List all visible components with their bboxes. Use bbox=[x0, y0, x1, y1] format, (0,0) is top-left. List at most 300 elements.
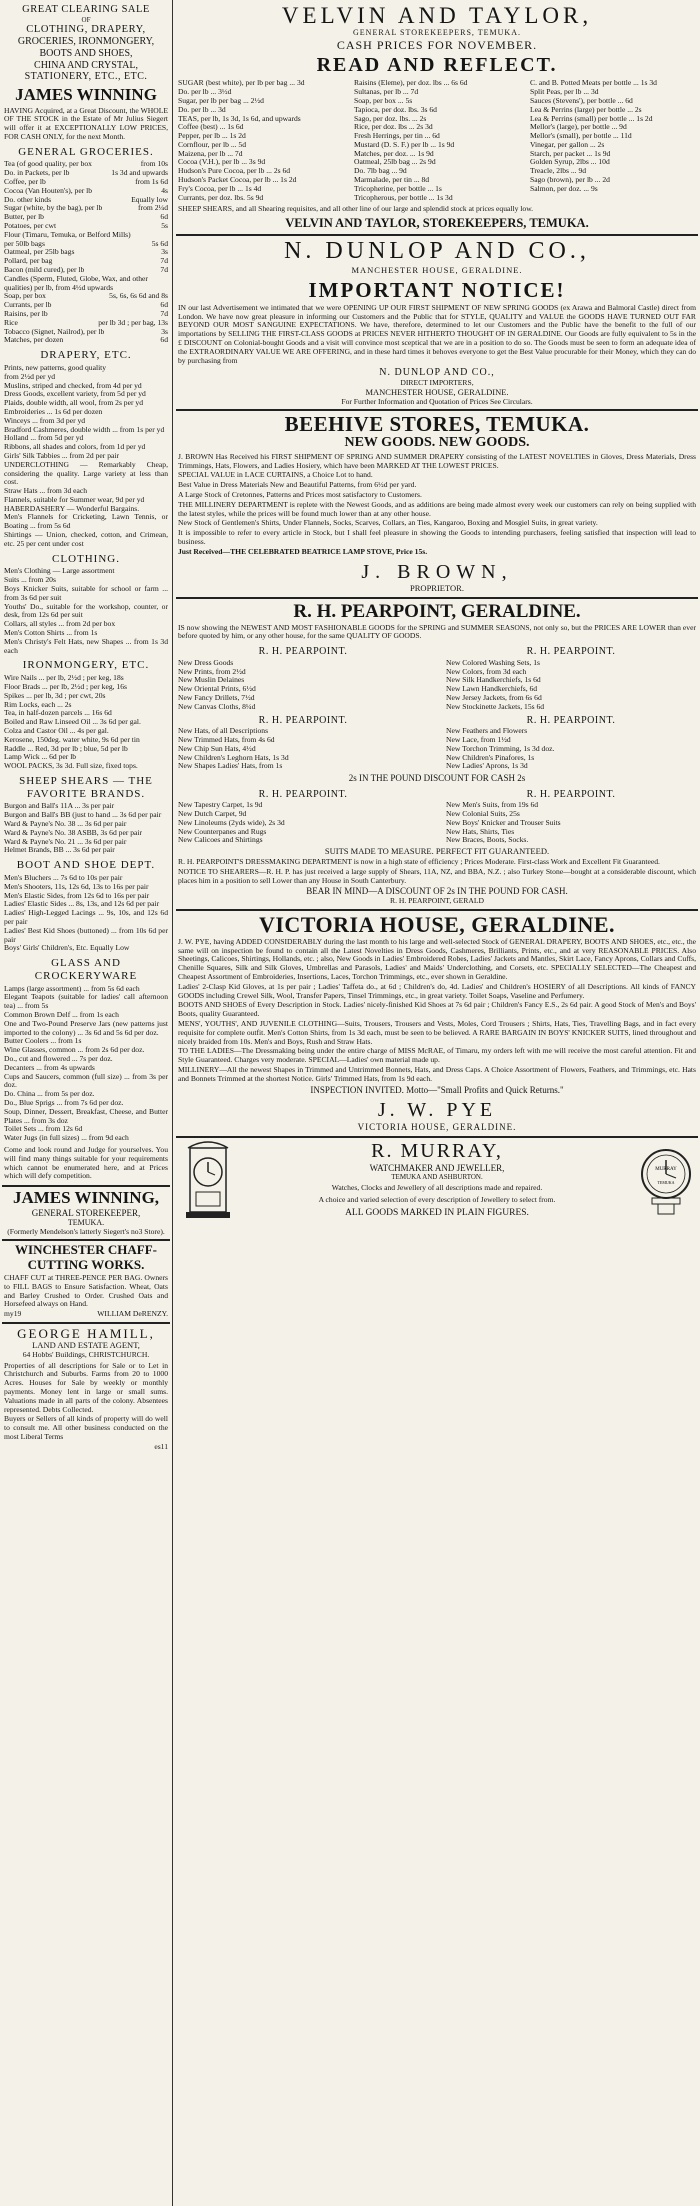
glass-line: Cups and Saucers, common (full size) ... from 3s per doz. bbox=[4, 1071, 168, 1090]
velvin-price-line: Sago, per doz. lbs. ... 2s bbox=[354, 113, 427, 123]
pearpoint-grid-1 bbox=[178, 643, 696, 711]
boots-line: Ladies' Best Kid Shoes (buttoned) ... from 10s 6d per pair bbox=[4, 925, 168, 944]
grocery-desc: per 50lb bags bbox=[4, 239, 45, 248]
velvin-price-line: Do. per lb ... 3½d bbox=[178, 87, 232, 97]
velvin-price-line: Lea & Perrins (small) per bottle ... 1s 2d bbox=[530, 113, 653, 123]
velvin-price-line: Tapioca, per doz. lbs. 3s 6d bbox=[354, 104, 437, 114]
pearpoint-item: New Boys' Knicker and Trouser Suits bbox=[446, 817, 561, 827]
read-reflect-banner: READ AND REFLECT. bbox=[316, 54, 558, 77]
beehive-body: J. BROWN Has Received his FIRST SHIPMENT OF SPRING AND SUMMER DRAPERY consisting of the LATEST NOVELTIES in Gloves, Dress Materials, Dress Trimmings, Hats, Flowers, and Ladies Hosiery, which have been MARKED AT THE LOWEST PRICES. bbox=[178, 451, 696, 470]
beehive-ad bbox=[176, 411, 698, 598]
grocery-desc: Bacon (mild cured), per lb bbox=[4, 266, 85, 275]
ironmongery-line: Spikes ... per lb, 3d ; per cwt, 20s bbox=[4, 690, 106, 700]
drapery-line: Dress Goods, excellent variety, from 5d per yd bbox=[4, 389, 146, 399]
pearpoint-item: New Colors, from 3d each bbox=[446, 666, 527, 676]
pearpoint-head: R. H. PEARPOINT. bbox=[526, 788, 616, 800]
murray-l1: Watches, Clocks and Jewellery of all descriptions made and repaired. bbox=[331, 1183, 543, 1193]
grocery-item bbox=[4, 336, 168, 345]
pearpoint-item: New Hats, Shirts, Ties bbox=[446, 826, 515, 836]
velvin-price-line: Mustard (D. S. F.) per lb ... 1s 9d bbox=[354, 139, 455, 149]
drapery-list bbox=[4, 364, 168, 549]
velvin-price-line: Mellor's (large), per bottle ... 9d bbox=[530, 122, 627, 132]
shears-line: Burgon and Ball's 11A ... 3s per pair bbox=[4, 801, 115, 811]
brown-role: PROPRIETOR. bbox=[410, 582, 464, 593]
victoria-l6: MILLINERY—All the newest Shapes in Trimmed and Untrimmed Bonnets, Hats, and Dress Caps. A Choice Assortment of Flowers, Feathers, and Trimmings, etc. Hats and Bonnets Trimmed at the shortest Notice. Girls' Trimmed Hats, from 1s 9d each. bbox=[178, 1064, 696, 1083]
velvin-col-1 bbox=[178, 79, 344, 202]
hamill-ref: es11 bbox=[154, 1441, 168, 1451]
pearpoint-item: New Stockinette Jackets, 15s 6d bbox=[446, 701, 545, 711]
pearpoint-list bbox=[446, 801, 696, 845]
ironmongery-line: Kerosene, 150deg. water white, 9s 6d per tin bbox=[4, 734, 140, 744]
beehive-l5: New Stock of Gentlemen's Shirts, Under Flannels, Socks, Scarves, Collars, an Ties, Kangaroo, Boxing and Mosgiel Suits, in great variety. bbox=[178, 518, 598, 528]
drapery-line: Holland ... from 5d per yd bbox=[4, 433, 84, 443]
drapery-line: Embroideries ... 1s 6d per dozen bbox=[4, 406, 103, 416]
glass-line: Butter Coolers ... from 1s bbox=[4, 1036, 82, 1046]
velvin-price-line: Raisins (Eleme), per doz. lbs ... 6s 6d bbox=[354, 78, 468, 88]
velvin-price-line: Rice, per doz. lbs ... 2s 3d bbox=[354, 122, 433, 132]
grocery-desc: Potatoes, per cwt bbox=[4, 222, 57, 231]
clearing-sale-of: OF bbox=[81, 16, 91, 25]
grocery-desc: Do. other kinds bbox=[4, 195, 52, 204]
left-column bbox=[2, 2, 170, 2202]
glass-line: Common Brown Delf ... from 1s each bbox=[4, 1010, 119, 1019]
dunlop-ad bbox=[176, 236, 698, 411]
pearpoint-item: New Fancy Drillets, 7½d bbox=[178, 693, 255, 703]
pearpoint-item: New Dutch Carpet, 9d bbox=[178, 809, 247, 819]
glass-line: One and Two-Pound Preserve Jars (new patterns just imported to the colony) ... 3s 6d and 5s 6d per doz. bbox=[4, 1018, 168, 1037]
pearpoint-title: R. H. PEARPOINT, GERALDINE. bbox=[293, 600, 581, 622]
grocery-desc: Rice bbox=[4, 318, 18, 327]
clearing-sale-line: CHINA AND CRYSTAL, bbox=[34, 59, 138, 71]
beehive-l2: Best Value in Dress Materials New and Beautiful Patterns, from 6½d per yard. bbox=[178, 480, 417, 490]
victoria-l4: MENS', YOUTHS', AND JUVENILE CLOTHING—Suits, Trousers, Trousers and Vests, Moles, Cord Trousers ; Shirts, Hats, Ties, Travelling Bags, and in fact every requisite for complete outfit. Men's Cotton Shirts, from 1s 3d each, must be seen to be believed. A RARE BARGAIN IN BOYS' KNICKER SUITS, lined throughout and nicely braided from 10s. Men's and Boys, Rush and Straw Hats. bbox=[178, 1018, 696, 1046]
winning-storekeeper-ad bbox=[2, 1187, 170, 1241]
pearpoint-list bbox=[178, 801, 428, 845]
velvin-price-line: Starch, per packet ... 1s 9d bbox=[530, 148, 611, 158]
pearpoint-bear: BEAR IN MIND—A DISCOUNT OF 2s IN THE POUND FOR CASH. bbox=[306, 886, 568, 897]
pearpoint-item: New Silk Handkerchiefs, 1s 6d bbox=[446, 675, 541, 685]
glass-line: Water Jugs (in full sizes) ... from 9d each bbox=[4, 1133, 129, 1143]
murray-l2: A choice and varied selection of every description of Jewellery to select from. bbox=[318, 1195, 556, 1205]
velvin-price-line: Golden Syrup, 2lbs ... 10d bbox=[530, 157, 610, 167]
pearpoint-item: New Oriental Prints, 6½d bbox=[178, 684, 256, 694]
grocery-price: 7d bbox=[160, 309, 168, 318]
column-rule bbox=[172, 0, 173, 2206]
ironmongery-line: Lamp Wick ... 6d per lb bbox=[4, 752, 77, 762]
pearpoint-item: New Muslin Delaines bbox=[178, 675, 245, 685]
grocery-desc: Matches, per dozen bbox=[4, 336, 64, 345]
velvin-price-line: Hudson's Packet Cocoa, per lb ... 1s 2d bbox=[178, 175, 297, 185]
hamill-title: LAND AND ESTATE AGENT, bbox=[32, 1339, 140, 1350]
chaff-ref: my19 bbox=[4, 1310, 22, 1319]
drapery-line: Winceys ... from 3d per yd bbox=[4, 415, 86, 425]
grocery-price: 6d bbox=[160, 335, 168, 345]
clearing-sale-line: STATIONERY, ETC., ETC. bbox=[24, 71, 148, 83]
velvin-price-line: Maizena, per lb ... 7d bbox=[178, 148, 243, 158]
glass-line: Wine Glasses, common ... from 2s 6d per doz. bbox=[4, 1045, 145, 1055]
pearpoint-discount: 2s IN THE POUND DISCOUNT FOR CASH 2s bbox=[348, 773, 526, 784]
clearing-sale-line: CLOTHING, DRAPERY, bbox=[26, 24, 146, 36]
velvin-col-3 bbox=[530, 79, 696, 202]
grocery-desc: Tobacco (Signet, Nailrod), per lb bbox=[4, 327, 105, 336]
velvin-taylor-ad bbox=[176, 2, 698, 236]
drapery-line: UNDERCLOTHING — Remarkably Cheap, considering the quality. Large variety at less than cost. bbox=[4, 459, 168, 487]
velvin-price-grid bbox=[178, 79, 696, 202]
pearpoint-item: New Lace, from 1½d bbox=[446, 735, 511, 745]
boots-line: Men's Elastic Sides, from 12s 6d to 16s per pair bbox=[4, 890, 150, 900]
glass-line: Do., cut and flowered ... 7s per doz. bbox=[4, 1053, 113, 1063]
grocery-item bbox=[4, 222, 168, 231]
chaff-title: WINCHESTER CHAFF-CUTTING WORKS. bbox=[15, 1242, 157, 1272]
grocery-price: 5s 6d bbox=[151, 238, 168, 248]
clothing-line: Collars, all styles ... from 2d per box bbox=[4, 619, 116, 629]
grocery-desc: Coffee, per lb bbox=[4, 178, 46, 187]
chaff-body: CHAFF CUT at THREE-PENCE PER BAG. Owners to FILL BAGS to Ensure Satisfaction. Wheat, Oats and Barley Crushed to Order. Crushed Oats and Horsefeed always on Hand. bbox=[4, 1272, 168, 1309]
clearing-sale-headline: GREAT CLEARING SALE bbox=[22, 4, 150, 15]
grocery-price: 6d bbox=[160, 300, 168, 310]
clock-illustration-right-icon bbox=[636, 1140, 696, 1220]
boots-line: Men's Bluchers ... 7s 6d to 10s per pair bbox=[4, 872, 123, 882]
pearpoint-grid-3 bbox=[178, 786, 696, 846]
winning-town: TEMUKA. bbox=[67, 1218, 105, 1228]
glass-list bbox=[4, 985, 168, 1143]
ironmongery-line: Boiled and Raw Linseed Oil ... 3s 6d per gal. bbox=[4, 717, 141, 727]
velvin-price-line: Mellor's (small), per bottle ... 11d bbox=[530, 131, 632, 141]
velvin-price-line: Fresh Herrings, per tin ... 6d bbox=[354, 131, 440, 141]
grocery-price: 7d bbox=[160, 265, 168, 275]
murray-l3: ALL GOODS MARKED IN PLAIN FIGURES. bbox=[345, 1207, 529, 1218]
drapery-line: Flannels, suitable for Summer wear, 9d per yd bbox=[4, 494, 145, 504]
right-column bbox=[176, 2, 698, 2202]
clothing-heading: CLOTHING. bbox=[52, 552, 120, 565]
grocery-desc: Tea (of good quality, per box bbox=[4, 160, 92, 169]
grocery-desc: Do. in Packets, per lb bbox=[4, 169, 70, 178]
velvin-footer-note: SHEEP SHEARS, and all Shearing requisites, and all other line of our large and splendid stock at prices equally low. bbox=[178, 204, 534, 214]
drapery-line: Bradford Cashmeres, double width ... from 1s per yd bbox=[4, 424, 165, 434]
ironmongery-line: Rim Locks, each ... 2s bbox=[4, 699, 72, 709]
drapery-line: Plaids, double width, all wool, from 2s per yd bbox=[4, 398, 143, 408]
clothing-line: Men's Clothing — Large assortment bbox=[4, 566, 115, 576]
winning-intro: HAVING Acquired, at a Great Discount, the WHOLE OF THE STOCK in the Estate of Mr Julius Siegert will offer it at EXCEPTIONALLY LOW PRICES, FOR CASH ONLY, for the next Month. bbox=[4, 105, 168, 141]
drapery-line: Men's Flannels for Cricketing, Lawn Tennis, or Boating ... from 5s 6d bbox=[4, 512, 168, 531]
drapery-line: Prints, new patterns, good quality bbox=[4, 362, 107, 372]
drapery-line: Muslins, striped and checked, from 4d per yd bbox=[4, 380, 142, 390]
dunlop-sig-note: For Further Information and Quotation of Prices See Circulars. bbox=[341, 396, 533, 406]
pearpoint-list bbox=[178, 727, 428, 771]
velvin-price-line: Lea & Perrins (large) per bottle ... 2s bbox=[530, 104, 642, 114]
shears-line: Helmet Brands, BB ... 3s 6d per pair bbox=[4, 845, 115, 855]
clothing-line: Men's Cotton Shirts ... from 1s bbox=[4, 628, 98, 637]
velvin-col-2 bbox=[354, 79, 520, 202]
victoria-l7: INSPECTION INVITED. Motto—"Small Profits and Quick Returns." bbox=[310, 1084, 564, 1095]
velvin-price-line: Tricopherine, per bottle ... 1s bbox=[354, 183, 442, 193]
boot-shoe-heading: BOOT AND SHOE DEPT. bbox=[16, 859, 156, 872]
clothing-line: Men's Christy's Felt Hats, new Shapes ... from 1s 3d each bbox=[4, 636, 168, 655]
dunlop-body: IN our last Advertisement we intimated that we were OPENING UP OUR FIRST SHIPMENT OF NEW SPRING GOODS (ex Arawa and Balmoral Castle) direct from London. We have now great pleasure in informing our Customers and the Public that for STYLE, QUALITY and VALUE the GOODS HAVE TURNED OUT FAR BEYOND OUR MOST SANGUINE EXPECTATIONS. We have, therefore, determined to let our Customers and the Public have the benefit to the full of our importations by SELLING THE FIRST-CLASS GOODS at PRICES NEVER HITHERTO THOUGHT OF IN GERALDINE. Our Goods are fully equivalent to 5s in the £ DISCOUNT on Colonial-bought Goods and a visit will convince most sceptical that we are in a position to do so. The Goods must be seen to form an adequate idea of the EXTRAORDINARY VALUE WE ARE OFFERING, and in these hard times it behoves everyone to get the Best Value procurable for their Money, which they can do by purchasing from bbox=[178, 302, 696, 365]
pearpoint-item: New Children's Leghorn Hats, 1s 3d bbox=[178, 752, 289, 762]
pye-signature: J. W. PYE bbox=[377, 1098, 497, 1121]
grocery-item bbox=[4, 266, 168, 275]
pearpoint-ad bbox=[176, 599, 698, 911]
velvin-price-line: Hudson's Pure Cocoa, per lb ... 2s 6d bbox=[178, 166, 291, 176]
ironmongery-line: Floor Brads ... per lb, 2½d ; per keg, 16s bbox=[4, 681, 127, 691]
boots-line: Ladies' High-Legged Lacings ... 9s, 10s, and 12s 6d per pair bbox=[4, 908, 168, 926]
velvin-price-line: Fry's Cocoa, per lb ... 1s 4d bbox=[178, 183, 262, 193]
grocery-item bbox=[4, 204, 168, 213]
ironmongery-line: Tea, in half-dozen parcels ... 16s 6d bbox=[4, 708, 112, 718]
velvin-price-line: Do. 7lb bag ... 9d bbox=[354, 166, 407, 176]
glass-line: Elegant Teapots (suitable for ladies' call afternoon tea) ... from 5s bbox=[4, 992, 168, 1011]
glass-line: Do., Blue Sprigs ... from 7s 6d per doz. bbox=[4, 1097, 124, 1107]
boots-list bbox=[4, 874, 168, 953]
pearpoint-item: New Shapes Ladies' Hats, from 1s bbox=[178, 761, 283, 771]
dunlop-sig-role: DIRECT IMPORTERS, bbox=[400, 377, 474, 387]
boots-line: Boys' Girls' Children's, Etc. Equally Low bbox=[4, 943, 130, 953]
grocery-item bbox=[4, 319, 168, 328]
velvin-price-line: Oatmeal, 25lb bag ... 2s 9d bbox=[354, 157, 436, 167]
chaff-works-ad bbox=[2, 1241, 170, 1324]
dunlop-sub: MANCHESTER HOUSE, GERALDINE. bbox=[351, 264, 523, 275]
grocery-price: 3s bbox=[161, 326, 168, 336]
grocery-price: from 10s bbox=[140, 159, 168, 169]
pearpoint-dress: R. H. PEARPOINT'S DRESSMAKING DEPARTMENT is now in a high state of efficiency ; Prices Moderate. First-class Work and Excellent Fit Guaranteed. bbox=[178, 857, 660, 867]
pearpoint-item: New Children's Pinafores, 1s bbox=[446, 752, 535, 762]
ironmongery-list bbox=[4, 674, 168, 771]
victoria-body: J. W. PYE, having ADDED CONSIDERABLY during the last month to his large and well-selected Stock of GENERAL DRAPERY, BOOTS AND SHOES, etc., etc., the same will on inspection be found to contain all the Latest Novelties in Dress Goods, Cashmeres, Brilliants, Prints, etc., and at very REASONABLE PRICES. Also Sheetings, Calicoes, Shirtings, Hollands, etc. ; also, New Goods in Ladies' Embroidered Robes, Ladies' Jackets and Mantles, Skirt Lace, Fancy Aprons, Collars and Cuffs, Chenille Squares, Silk and Silk Gloves, Umbrellas and Parasols, Ladies' and Maids' Underclothing, and Corsets, etc. SPECIALLY SELECTED—The Cheapest and Cheapest Assortment of Embroideries, Insertions, Laces, Torchon Trimmings, etc., ever shown in Geraldine. bbox=[178, 936, 696, 981]
pearpoint-item: New Dress Goods bbox=[178, 657, 234, 667]
pearpoint-item: New Braces, Boots, Socks. bbox=[446, 835, 529, 845]
beehive-l1: SPECIAL VALUE in LACE CURTAINS, a Choice Lot to hand. bbox=[178, 470, 373, 480]
velvin-price-line: Cocoa (V.H.), per lb ... 3s 9d bbox=[178, 157, 266, 167]
grocery-item bbox=[4, 301, 168, 310]
ironmongery-heading: IRONMONGERY, ETC. bbox=[22, 659, 150, 672]
pearpoint-head: R. H. PEARPOINT. bbox=[526, 714, 616, 726]
pearpoint-list bbox=[446, 659, 696, 712]
clothing-line: Youths' Do., suitable for the workshop, counter, or desk, from 12s 6d per suit bbox=[4, 601, 168, 620]
pearpoint-head: R. H. PEARPOINT. bbox=[258, 714, 348, 726]
glass-line: Lamps (large assortment) ... from 5s 6d each bbox=[4, 983, 140, 993]
beehive-l3: A Large Stock of Cretonnes, Patterns and Prices most satisfactory to Customers. bbox=[178, 490, 422, 499]
pye-address: VICTORIA HOUSE, GERALDINE. bbox=[357, 1122, 517, 1133]
pearpoint-item: New Chip Sun Hats, 4½d bbox=[178, 743, 256, 753]
grocery-price: 5s bbox=[161, 221, 168, 231]
velvin-price-line: Vinegar, per gallon ... 2s bbox=[530, 139, 605, 149]
murray-ad bbox=[176, 1138, 698, 1223]
velvin-price-line: Sago (brown), per lb ... 2d bbox=[530, 175, 610, 185]
beehive-l4: THE MILLINERY DEPARTMENT is replete with the Newest Goods, and as additions are being made almost every week our customers can rely on being supplied with the latest styles, while the prices will be found much lower than at any other house. bbox=[178, 499, 696, 518]
winning-clearing-sale-ad bbox=[2, 2, 170, 1187]
chaff-signature bbox=[4, 1310, 168, 1319]
murray-town: TEMUKA AND ASHBURTON. bbox=[391, 1173, 483, 1182]
grocery-item bbox=[4, 240, 168, 249]
shears-line: Ward & Payne's No. 21 ... 3s 6d per pair bbox=[4, 836, 127, 846]
pearpoint-item: New Torchon Trimming, 1s 3d doz. bbox=[446, 743, 555, 753]
drapery-line: HABERDASHERY — Wonderful Bargains. bbox=[4, 503, 140, 513]
grocery-price: from 1s 6d bbox=[135, 177, 168, 187]
pearpoint-item: New Ladies' Aprons, 1s 3d bbox=[446, 761, 528, 771]
clearing-sale-line: GROCERIES, IRONMONGERY, bbox=[17, 36, 155, 48]
glass-line: Decanters ... from 4s upwards bbox=[4, 1062, 95, 1072]
shears-list bbox=[4, 802, 168, 855]
beehive-title: BEEHIVE STORES, TEMUKA. bbox=[284, 412, 590, 437]
dunlop-name: N. DUNLOP AND CO., bbox=[284, 238, 590, 265]
grocery-item bbox=[4, 257, 168, 266]
velvin-name: VELVIN AND TAYLOR, bbox=[281, 3, 593, 28]
victoria-l5: TO THE LADIES—The Dressmaking being under the entire charge of MISS McRAE, of Timaru, my orders left with me will receive the most careful attention. Fit and Style Guaranteed. Charges very moderate. SPECIAL—Ladies' own material made up. bbox=[178, 1046, 696, 1065]
clothing-line: Boys Knicker Suits, suitable for school or farm ... from 3s 6d per suit bbox=[4, 584, 168, 602]
grocery-desc: Flour (Timaru, Temuka, or Belford Mills) bbox=[4, 230, 131, 239]
grocery-price: per lb 3d ; per bag, 13s bbox=[98, 317, 168, 327]
grocery-item bbox=[4, 248, 168, 257]
pearpoint-item: New Canvas Cloths, 8¼d bbox=[178, 701, 256, 711]
velvin-price-line: Do. per lb ... 3d bbox=[178, 104, 226, 114]
pearpoint-item: New Lawn Handkerchiefs, 6d bbox=[446, 684, 538, 694]
velvin-price-line: Pepper, per lb ... 1s 2d bbox=[178, 131, 246, 141]
pearpoint-grid-2 bbox=[178, 712, 696, 772]
victoria-l3: BOOTS AND SHOES of Every Description in Stock. Ladies' nicely-finished Kid Shoes at 7s 6d pair ; Children's Fancy E.S., 2s 6d pair. A good Stock of Men's and Boys' Boots, quality Guaranteed. bbox=[178, 1000, 696, 1019]
grocery-price: from 2¼d bbox=[138, 203, 168, 213]
sheep-shears-heading: SHEEP SHEARS — THE FAVORITE BRANDS. bbox=[19, 774, 153, 800]
grocery-item bbox=[4, 292, 168, 301]
grocery-price: 6d bbox=[160, 212, 168, 222]
boots-line: Men's Shooters, 11s, 12s 6d, 13s to 16s per pair bbox=[4, 881, 149, 891]
velvin-price-line: Cornflour, per lb ... 5d bbox=[178, 139, 247, 149]
james-winning-name: JAMES WINNING bbox=[15, 84, 157, 104]
shears-line: Ward & Payne's No. 38 ASBB, 3s 6d per pair bbox=[4, 827, 143, 837]
pearpoint-list bbox=[178, 659, 428, 712]
pearpoint-item: New Linoleums (2yds wide), 2s 3d bbox=[178, 817, 285, 827]
drapery-line: Straw Hats ... from 3d each bbox=[4, 486, 88, 496]
drapery-line: from 2½d per yd bbox=[4, 371, 56, 381]
victoria-house-ad bbox=[176, 911, 698, 1138]
glass-line: Soup, Dinner, Dessert, Breakfast, Cheese, and Butter Plates ... from 3s doz bbox=[4, 1106, 168, 1125]
glass-closing: Come and look round and Judge for yourselves. You will find many things suitable for your requirements which cannot be enumerated here, and at Prices which will defy competition. bbox=[4, 1144, 168, 1181]
drapery-line: Shirtings — Union, checked, cotton, and Crimean, etc. 25 per cent under cost bbox=[4, 530, 168, 548]
velvin-cash-prices: CASH PRICES FOR NOVEMBER. bbox=[336, 38, 538, 53]
drapery-line: Ribbons, all shades and colors, from 1d per yd bbox=[4, 442, 146, 452]
grocery-item bbox=[4, 213, 168, 222]
victoria-l2: Ladies' 2-Clasp Kid Gloves, at 1s per pair ; Ladies' Taffeta do., at 6d ; Children's do, 4d. Ladies' and Children's HOSIERY of all Descriptions. All kinds of FANCY GOODS including Crewel Silk, Wool, Transfer Papers, Tinsel Trimmings, etc., in great variety. Toilet Soaps, Vaseline and Perfumery. bbox=[178, 981, 696, 1000]
ironmongery-line: Colza and Castor Oil ... 4s per gal. bbox=[4, 725, 109, 735]
clothing-line: Suits ... from 20s bbox=[4, 575, 56, 585]
grocery-price: Equally low bbox=[131, 194, 168, 204]
victoria-title: VICTORIA HOUSE, GERALDINE. bbox=[258, 911, 616, 937]
ironmongery-line: Wire Nails ... per lb, 2½d ; per keg, 18s bbox=[4, 673, 124, 683]
dunlop-sig-addr: MANCHESTER HOUSE, GERALDINE. bbox=[365, 386, 509, 397]
clock-illustration-left-icon bbox=[178, 1140, 238, 1220]
hamill-ad bbox=[2, 1324, 170, 1455]
hamill-body: Properties of all descriptions for Sale or to Let in Christchurch and Suburbs. Farms from 20 to 1000 Acres. Houses for Sale by weekly or monthly payments. Money lent in large or small sums. Valuations made in all parts of the colony. Absentees represented. Debts Collected. bbox=[4, 1360, 168, 1414]
pearpoint-item: New Calicoes and Shirtings bbox=[178, 835, 263, 845]
grocery-desc: Currants, per lb bbox=[4, 301, 52, 310]
grocery-price: 1s 3d and upwards bbox=[111, 168, 168, 178]
velvin-price-line: Sultanas, per lb ... 7d bbox=[354, 87, 419, 97]
velvin-price-line: Soap, per box ... 5s bbox=[354, 95, 413, 105]
grocery-price: 4s bbox=[161, 185, 168, 195]
dunlop-sig-name: N. DUNLOP AND CO., bbox=[379, 367, 495, 379]
grocery-desc: Sugar (white, by the bag), per lb bbox=[4, 204, 103, 213]
groceries-list bbox=[4, 160, 168, 345]
pearpoint-list bbox=[446, 727, 696, 771]
pearpoint-item: New Feathers and Flowers bbox=[446, 726, 528, 736]
clothing-list bbox=[4, 567, 168, 655]
grocery-desc: Butter, per lb bbox=[4, 213, 44, 222]
velvin-price-line: Matches, per doz. ... 1s 9d bbox=[354, 148, 434, 158]
grocery-item bbox=[4, 328, 168, 337]
glass-line: Toilet Sets ... from 12s 6d bbox=[4, 1124, 83, 1134]
velvin-price-line: Currants, per doz. lbs. 5s 9d bbox=[178, 192, 264, 202]
pearpoint-item: New Jersey Jackets, from 6s 6d bbox=[446, 693, 542, 703]
pearpoint-head: R. H. PEARPOINT. bbox=[526, 646, 616, 658]
grocery-desc: Cocoa (Van Houten's), per lb bbox=[4, 186, 93, 195]
grocery-price: 7d bbox=[160, 256, 168, 266]
velvin-price-line: Sugar, per lb per bag ... 2½d bbox=[178, 95, 264, 105]
ironmongery-line: Raddle ... Red, 3d per lb ; blue, 5d per lb bbox=[4, 743, 128, 753]
beehive-l6: It is impossible to refer to every article in Stock, but I shall feel pleasure in showing the Goods to intending purchasers, feeling satisfied that inspection will lead to business. bbox=[178, 528, 696, 546]
boots-line: Ladies' Elastic Sides ... 8s, 13s, and 12s 6d per pair bbox=[4, 899, 160, 909]
grocery-price: 3s bbox=[161, 247, 168, 257]
winning-title: GENERAL STOREKEEPER, bbox=[31, 1207, 141, 1218]
grocery-desc: Soap, per box bbox=[4, 292, 46, 301]
pearpoint-item: New Colonial Suits, 25s bbox=[446, 809, 520, 819]
grocery-item bbox=[4, 178, 168, 187]
drapery-heading: DRAPERY, ETC. bbox=[40, 349, 132, 362]
velvin-price-line: Sauces (Stevens'), per bottle ... 6d bbox=[530, 95, 633, 105]
pearpoint-item: New Trimmed Hats, from 4s 6d bbox=[178, 735, 275, 745]
groceries-heading: GENERAL GROCERIES. bbox=[18, 145, 154, 158]
grocery-desc: Candles (Sperm, Fluted, Globe, Wax, and other qualities) per lb, from 4½d upwards bbox=[4, 274, 148, 292]
pearpoint-notice: NOTICE TO SHEARERS—R. H. P. has just received a large supply of Shears, 11A, NZ, and BBA, N.Z. ; also Turkey Stone—bought at a considerable discount, which places him in a position to sell Lower than any House in South Canterbury. bbox=[178, 866, 696, 885]
clock-label: MURRAY bbox=[655, 1166, 677, 1172]
velvin-price-line: C. and B. Potted Meats per bottle ... 1s 3d bbox=[530, 78, 657, 88]
brown-signature: J. BROWN, bbox=[361, 560, 513, 583]
hamill-name: GEORGE HAMILL, bbox=[17, 1325, 155, 1341]
murray-sub: WATCHMAKER AND JEWELLER, bbox=[369, 1162, 505, 1173]
shears-line: Burgon and Ball's BB (just to hand ... 3s 6d per pair bbox=[4, 810, 162, 820]
ironmongery-line: WOOL PACKS, 3s 3d. Full size, fixed tops. bbox=[4, 761, 138, 771]
pearpoint-item: New Hats, of all Descriptions bbox=[178, 726, 269, 736]
velvin-price-line: TEAS, per lb, 1s 3d, 1s 6d, and upwards bbox=[178, 113, 301, 123]
clearing-sale-line: BOOTS AND SHOES, bbox=[39, 48, 133, 60]
grocery-desc: Oatmeal, per 25lb bags bbox=[4, 248, 75, 257]
winning-note: (Formerly Mendelson's latterly Siegert's no3 Store). bbox=[7, 1226, 165, 1236]
murray-name: R. MURRAY, bbox=[371, 1139, 503, 1162]
velvin-price-line: Tricopherous, per bottle ... 1s 3d bbox=[354, 192, 453, 202]
grocery-item bbox=[4, 231, 168, 240]
shears-line: Ward & Payne's No. 38 ... 3s 6d per pair bbox=[4, 819, 127, 828]
pearpoint-item: New Colored Washing Sets, 1s bbox=[446, 657, 540, 667]
velvin-price-line: Coffee (best) ... 1s 6d bbox=[178, 122, 244, 132]
beehive-l7: Just Received—THE CELEBRATED BEATRICE LAMP STOVE, Price 15s. bbox=[178, 546, 428, 556]
important-notice-banner: IMPORTANT NOTICE! bbox=[308, 277, 566, 302]
clock-label-2: TEMUKA bbox=[657, 1179, 675, 1185]
velvin-price-line: Treacle, 2lbs ... 9d bbox=[530, 166, 587, 176]
velvin-price-line: Salmon, per doz. ... 9s bbox=[530, 183, 598, 193]
grocery-price: 5s, 6s, 6s 6d and 8s bbox=[109, 291, 168, 301]
pearpoint-head: R. H. PEARPOINT. bbox=[258, 646, 348, 658]
grocery-item bbox=[4, 275, 168, 293]
velvin-price-line: Marmalade, per tin ... 8d bbox=[354, 175, 430, 185]
hamill-body2: Buyers or Sellers of all kinds of property will do well to consult me. All other business conducted on the most Liberal Terms bbox=[4, 1414, 168, 1442]
pearpoint-item: New Men's Suits, from 19s 6d bbox=[446, 800, 539, 810]
pearpoint-head: R. H. PEARPOINT. bbox=[258, 788, 348, 800]
chaff-owner: WILLIAM DeRENZY. bbox=[97, 1309, 168, 1319]
grocery-desc: Raisins, per lb bbox=[4, 310, 48, 318]
murray-text bbox=[244, 1140, 630, 1220]
pearpoint-item: New Prints, from 2½d bbox=[178, 666, 246, 676]
velvin-sub: GENERAL STOREKEEPERS, TEMUKA. bbox=[353, 28, 521, 38]
pearpoint-sig: R. H. PEARPOINT, GERALD bbox=[390, 895, 484, 905]
